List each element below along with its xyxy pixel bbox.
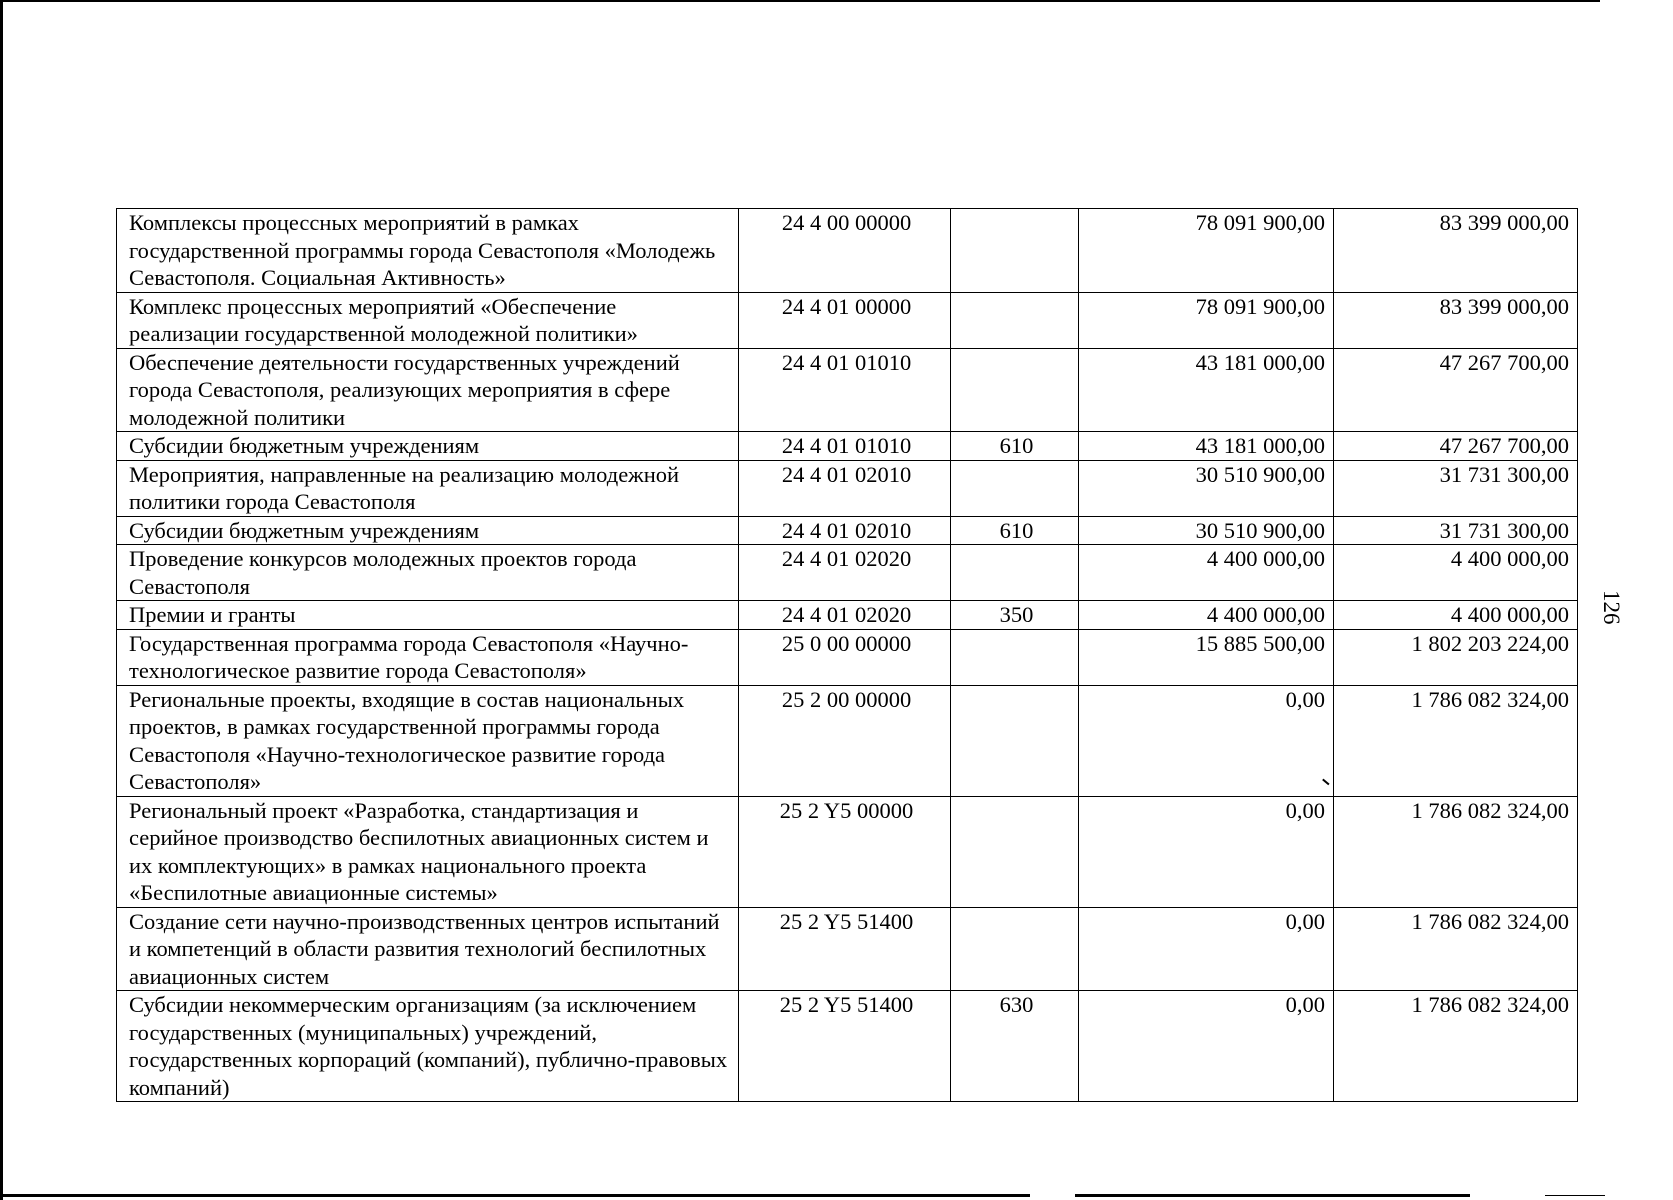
row-name-cell: Государственная программа города Севастополя «Научно-технологическое развитие города Севастополя» [117, 629, 739, 685]
row-name-cell: Региональный проект «Разработка, стандартизация и серийное производство беспилотных авиационных систем и их комплектующих» в рамках национального проекта «Беспилотные авиационные системы» [117, 796, 739, 907]
expense-type-code-cell [951, 209, 1079, 293]
amount-year2-cell: 83 399 000,00 [1334, 292, 1578, 348]
row-name-cell: Субсидии бюджетным учреждениям [117, 432, 739, 461]
table-row [117, 348, 1578, 432]
amount-year2-cell: 4 400 000,00 [1334, 545, 1578, 601]
expense-type-code-cell [951, 907, 1079, 991]
budget-table-body [117, 209, 1578, 1102]
row-name-cell: Обеспечение деятельности государственных учреждений города Севастополя, реализующих мероприятия в сфере молодежной политики [117, 348, 739, 432]
expense-type-code-cell: 610 [951, 516, 1079, 545]
table-row [117, 516, 1578, 545]
table-row [117, 209, 1578, 293]
row-name-cell: Комплекс процессных мероприятий «Обеспечение реализации государственной молодежной политики» [117, 292, 739, 348]
amount-year2-cell: 1 786 082 324,00 [1334, 907, 1578, 991]
table-row [117, 545, 1578, 601]
scan-border-left [0, 0, 3, 1200]
amount-year1-cell: 0,00 [1079, 796, 1334, 907]
row-name-cell: Премии и гранты [117, 601, 739, 630]
amount-year1-cell: 0,00 [1079, 991, 1334, 1102]
target-article-code-cell: 24 4 00 00000 [739, 209, 951, 293]
amount-year1-cell: 15 885 500,00 [1079, 629, 1334, 685]
amount-year2-cell: 47 267 700,00 [1334, 348, 1578, 432]
target-article-code-cell: 24 4 01 00000 [739, 292, 951, 348]
target-article-code-cell: 25 2 Y5 00000 [739, 796, 951, 907]
amount-year1-cell: 43 181 000,00 [1079, 348, 1334, 432]
table-row [117, 460, 1578, 516]
expense-type-code-cell [951, 348, 1079, 432]
amount-year1-cell: 43 181 000,00 [1079, 432, 1334, 461]
expense-type-code-cell [951, 292, 1079, 348]
row-name-cell: Субсидии некоммерческим организациям (за исключением государственных (муниципальных) учреждений, государственных корпораций (компаний), публично-правовых компаний) [117, 991, 739, 1102]
row-name-cell: Создание сети научно-производственных центров испытаний и компетенций в области развития технологий беспилотных авиационных систем [117, 907, 739, 991]
amount-year1-cell: 78 091 900,00 [1079, 209, 1334, 293]
amount-year2-cell: 1 786 082 324,00 [1334, 685, 1578, 796]
row-name-cell: Проведение конкурсов молодежных проектов города Севастополя [117, 545, 739, 601]
amount-year2-cell: 1 802 203 224,00 [1334, 629, 1578, 685]
target-article-code-cell: 25 0 00 00000 [739, 629, 951, 685]
amount-year1-cell: 78 091 900,00 [1079, 292, 1334, 348]
target-article-code-cell: 24 4 01 01010 [739, 348, 951, 432]
row-name-cell: Субсидии бюджетным учреждениям [117, 516, 739, 545]
amount-year2-cell: 31 731 300,00 [1334, 516, 1578, 545]
budget-table [116, 208, 1578, 1102]
expense-type-code-cell: 350 [951, 601, 1079, 630]
table-row [117, 796, 1578, 907]
expense-type-code-cell: 610 [951, 432, 1079, 461]
table-row [117, 991, 1578, 1102]
target-article-code-cell: 24 4 01 02020 [739, 601, 951, 630]
table-row [117, 629, 1578, 685]
scan-border-top [0, 0, 1600, 2]
page-number: 126 [1599, 590, 1624, 625]
amount-year1-cell: 4 400 000,00 [1079, 601, 1334, 630]
scan-border-bottom [0, 1194, 1030, 1197]
amount-year1-cell: 0,00 [1079, 907, 1334, 991]
target-article-code-cell: 24 4 01 02010 [739, 460, 951, 516]
expense-type-code-cell [951, 796, 1079, 907]
amount-year2-cell: 31 731 300,00 [1334, 460, 1578, 516]
expense-type-code-cell [951, 460, 1079, 516]
target-article-code-cell: 24 4 01 01010 [739, 432, 951, 461]
table-row [117, 685, 1578, 796]
expense-type-code-cell: 630 [951, 991, 1079, 1102]
amount-year1-cell: 0,00 [1079, 685, 1334, 796]
expense-type-code-cell [951, 629, 1079, 685]
expense-type-code-cell [951, 545, 1079, 601]
amount-year2-cell: 1 786 082 324,00 [1334, 991, 1578, 1102]
target-article-code-cell: 25 2 00 00000 [739, 685, 951, 796]
amount-year1-cell: 30 510 900,00 [1079, 516, 1334, 545]
amount-year1-cell: 4 400 000,00 [1079, 545, 1334, 601]
table-row [117, 601, 1578, 630]
target-article-code-cell: 25 2 Y5 51400 [739, 907, 951, 991]
table-row [117, 907, 1578, 991]
table-row [117, 432, 1578, 461]
target-article-code-cell: 25 2 Y5 51400 [739, 991, 951, 1102]
row-name-cell: Региональные проекты, входящие в состав национальных проектов, в рамках государственной программы города Севастополя «Научно-технологическое развитие города Севастополя» [117, 685, 739, 796]
row-name-cell: Комплексы процессных мероприятий в рамках государственной программы города Севастополя «Молодежь Севастополя. Социальная Активность» [117, 209, 739, 293]
table-row [117, 292, 1578, 348]
scan-border-bottom [1075, 1194, 1470, 1197]
scan-border-bottom [1545, 1195, 1605, 1196]
target-article-code-cell: 24 4 01 02010 [739, 516, 951, 545]
expense-type-code-cell [951, 685, 1079, 796]
amount-year2-cell: 1 786 082 324,00 [1334, 796, 1578, 907]
row-name-cell: Мероприятия, направленные на реализацию молодежной политики города Севастополя [117, 460, 739, 516]
amount-year2-cell: 83 399 000,00 [1334, 209, 1578, 293]
amount-year1-cell: 30 510 900,00 [1079, 460, 1334, 516]
amount-year2-cell: 47 267 700,00 [1334, 432, 1578, 461]
amount-year2-cell: 4 400 000,00 [1334, 601, 1578, 630]
target-article-code-cell: 24 4 01 02020 [739, 545, 951, 601]
